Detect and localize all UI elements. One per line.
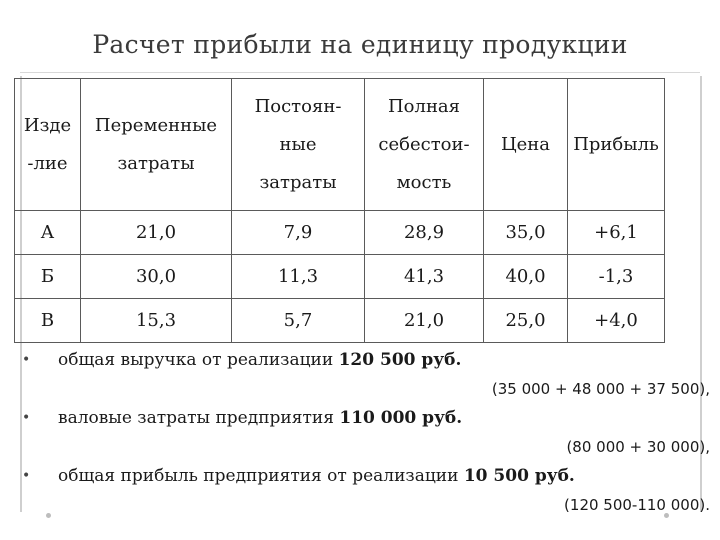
cell-profit: -1,3 (568, 255, 665, 299)
cell-fixed-costs: 7,9 (232, 211, 365, 255)
bullet-marker: • (22, 352, 31, 368)
bullet-revenue (20, 346, 710, 375)
cell-product: А (15, 211, 81, 255)
bullet-calculation: (80 000 + 30 000), (566, 438, 710, 456)
cell-profit: +4,0 (568, 299, 665, 343)
cell-variable-costs: 30,0 (81, 255, 232, 299)
bullet-calculation: (35 000 + 48 000 + 37 500), (491, 380, 710, 398)
header-product: Изде -лие (15, 79, 81, 211)
bullet-amount: 10 500 руб. (463, 466, 575, 486)
cell-price: 40,0 (484, 255, 568, 299)
header-variable-costs: Переменные затраты (81, 79, 232, 211)
bullet-costs (20, 404, 710, 433)
cell-fixed-costs: 11,3 (232, 255, 365, 299)
table-row (15, 211, 665, 255)
cell-profit: +6,1 (568, 211, 665, 255)
cell-product: В (15, 299, 81, 343)
cell-full-cost: 28,9 (365, 211, 484, 255)
bullet-text: общая выручка от реализации (58, 350, 339, 370)
table-header-row (15, 79, 665, 211)
bullet-amount: 110 000 руб. (339, 408, 463, 428)
cell-price: 35,0 (484, 211, 568, 255)
cell-product: Б (15, 255, 81, 299)
header-fixed-costs: Постоян- ные затраты (232, 79, 365, 211)
cell-fixed-costs: 5,7 (232, 299, 365, 343)
header-price: Цена (484, 79, 568, 211)
table-row (15, 299, 665, 343)
bullet-marker: • (22, 410, 31, 426)
header-profit: Прибыль (568, 79, 665, 211)
cell-variable-costs: 21,0 (81, 211, 232, 255)
cell-variable-costs: 15,3 (81, 299, 232, 343)
bullet-amount: 120 500 руб. (338, 350, 462, 370)
slide-title: Расчет прибыли на единицу продукции (92, 30, 628, 59)
summary-list (20, 346, 710, 520)
bullet-marker: • (22, 468, 31, 484)
cell-full-cost: 41,3 (365, 255, 484, 299)
bullet-calculation: (120 500-110 000). (564, 496, 710, 514)
profit-table (14, 78, 665, 343)
table-row (15, 255, 665, 299)
bullet-profit (20, 462, 710, 491)
cell-full-cost: 21,0 (365, 299, 484, 343)
title-divider (20, 72, 700, 73)
bullet-text: общая прибыль предприятия от реализации (58, 466, 464, 486)
header-full-cost: Полная себестои- мость (365, 79, 484, 211)
bullet-text: валовые затраты предприятия (58, 408, 340, 428)
cell-price: 25,0 (484, 299, 568, 343)
